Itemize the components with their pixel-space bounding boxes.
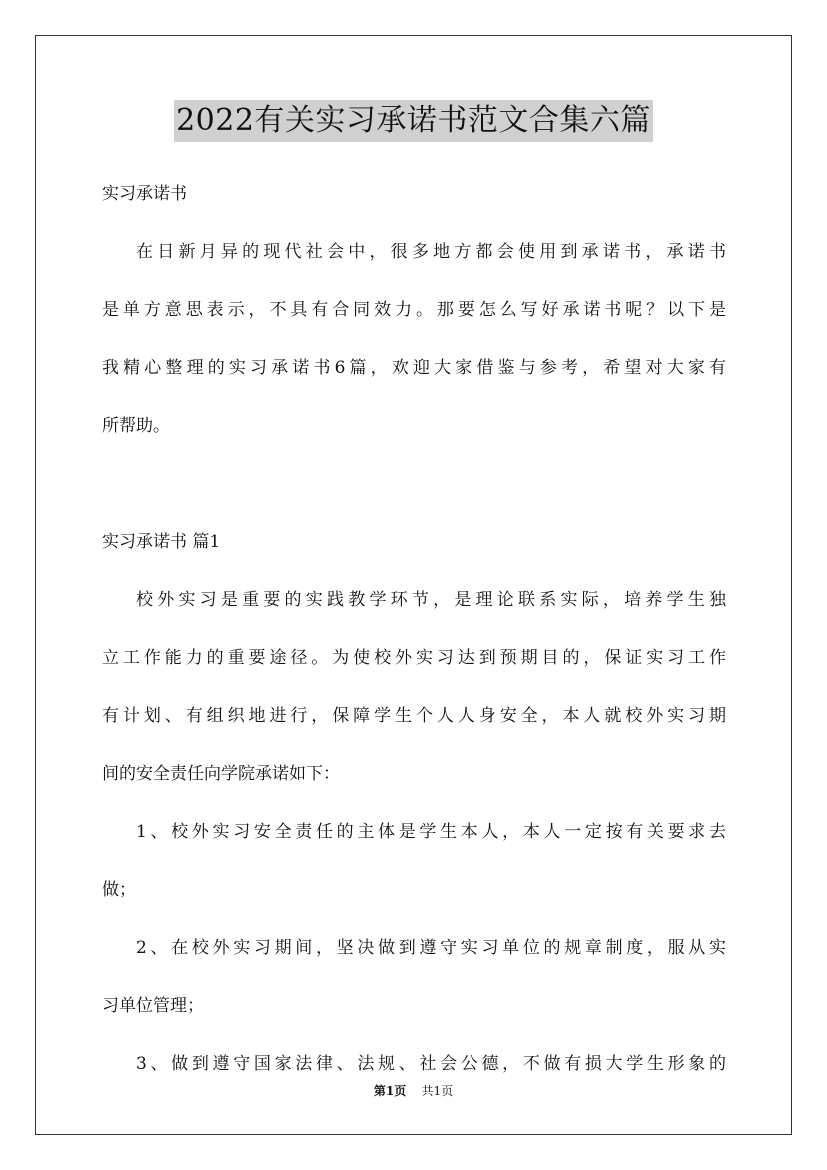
paragraph-line: 间的安全责任向学院承诺如下：: [102, 764, 340, 784]
list-item-line: 2、在校外实习期间，坚决做到遵守实习单位的规章制度，服从实: [136, 938, 726, 958]
spacer: [102, 851, 726, 871]
page-footer: [0, 1083, 827, 1099]
section-heading-intro: 实习承诺书: [102, 184, 187, 204]
list-item-line: 1、校外实习安全责任的主体是学生本人，本人一定按有关要求去: [136, 822, 726, 842]
spacer: [102, 967, 726, 987]
spacer: [102, 1025, 726, 1045]
spacer: [102, 619, 726, 639]
title-container: [0, 100, 827, 142]
page-total: 共1页: [421, 1084, 454, 1098]
spacer: [102, 329, 726, 349]
paragraph-line: 校外实习是重要的实践教学环节，是理论联系实际，培养学生独: [136, 590, 726, 610]
spacer: [102, 735, 726, 755]
spacer: [102, 503, 726, 523]
list-item-line: 做；: [102, 880, 136, 900]
intro-line: 是单方意思表示，不具有合同效力。那要怎么写好承诺书呢？以下是: [102, 300, 726, 320]
list-item-line: 3、做到遵守国家法律、法规、社会公德，不做有损大学生形象的: [136, 1054, 726, 1074]
spacer: [102, 213, 726, 233]
intro-line: 在日新月异的现代社会中，很多地方都会使用到承诺书，承诺书: [136, 242, 726, 262]
document-title: 2022有关实习承诺书范文合集六篇: [174, 100, 653, 142]
spacer: [102, 445, 726, 503]
section-heading-part1: 实习承诺书 篇1: [102, 532, 221, 552]
spacer: [102, 271, 726, 291]
spacer: [102, 677, 726, 697]
spacer: [102, 387, 726, 407]
document-body: [102, 175, 726, 1083]
paragraph-line: 有计划、有组织地进行，保障学生个人人身安全，本人就校外实习期: [102, 706, 726, 726]
page-number: 第1页: [373, 1084, 407, 1098]
intro-line: 我精心整理的实习承诺书6篇，欢迎大家借鉴与参考，希望对大家有: [102, 358, 726, 378]
spacer: [102, 561, 726, 581]
list-item-line: 习单位管理；: [102, 996, 204, 1016]
footer-separator: [410, 1084, 418, 1098]
paragraph-line: 立工作能力的重要途径。为使校外实习达到预期目的，保证实习工作: [102, 648, 726, 668]
intro-line: 所帮助。: [102, 416, 170, 436]
spacer: [102, 793, 726, 813]
spacer: [102, 909, 726, 929]
